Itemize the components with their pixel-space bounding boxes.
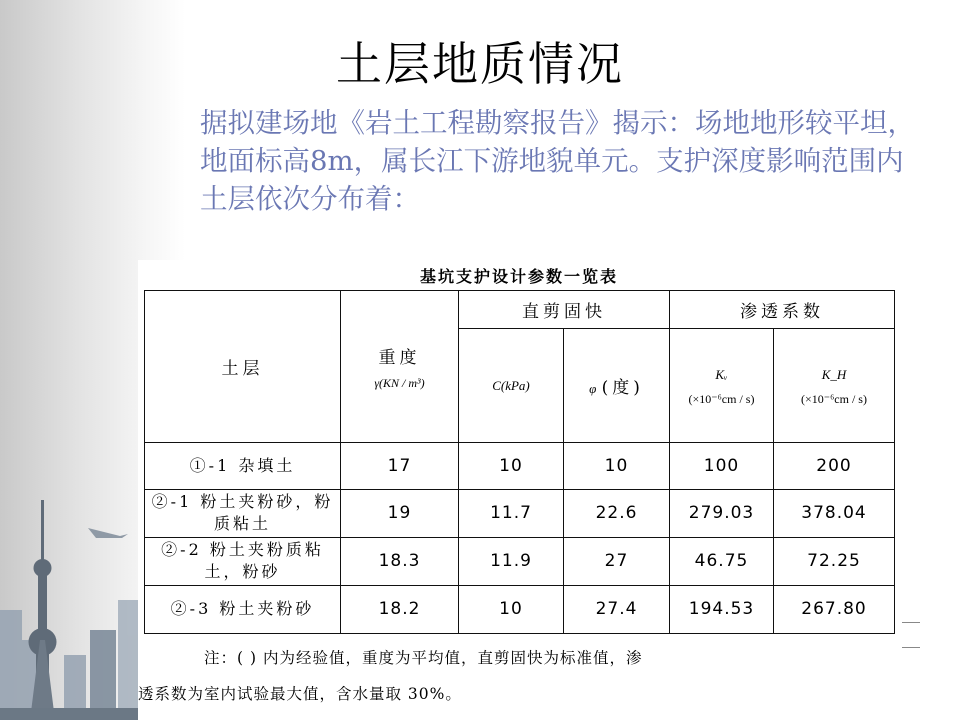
cell-phi: 10	[564, 443, 670, 489]
cell-kv: 46.75	[670, 537, 774, 585]
cell-cohesion: 11.7	[459, 489, 564, 537]
header-cohesion: C(kPa)	[459, 329, 564, 443]
table-row	[145, 489, 895, 537]
page-title: 土层地质情况	[336, 37, 624, 91]
airplane-shape	[88, 528, 128, 538]
cell-phi: 27.4	[564, 585, 670, 633]
cell-cohesion: 11.9	[459, 537, 564, 585]
table-row	[145, 443, 895, 489]
cell-weight: 17	[341, 443, 459, 489]
parameter-table	[144, 290, 895, 634]
header-phi-unit: (度)	[601, 378, 644, 399]
header-weight-label: 重度	[378, 347, 421, 368]
cell-kv: 279.03	[670, 489, 774, 537]
cell-layer: ②-1 粉土夹粉砂，粉质粘土	[145, 489, 341, 537]
header-weight-unit: γ(KN / m³)	[374, 375, 425, 390]
divider	[902, 622, 920, 623]
cell-cohesion: 10	[459, 585, 564, 633]
table-caption: 基坑支护设计参数一览表	[419, 267, 618, 286]
header-kh-symbol: K_H	[821, 367, 847, 383]
table-note	[138, 640, 838, 712]
side-divider-lines	[902, 622, 920, 672]
cell-kv: 100	[670, 443, 774, 489]
cell-kh: 72.25	[774, 537, 895, 585]
header-kv	[670, 329, 774, 443]
cell-kv: 194.53	[670, 585, 774, 633]
cell-layer: ②-3 粉土夹粉砂	[145, 585, 341, 633]
cell-kh: 267.80	[774, 585, 895, 633]
header-kv-unit: (×10⁻⁶cm / s)	[688, 392, 755, 407]
cell-weight: 19	[341, 489, 459, 537]
table-row	[145, 537, 895, 585]
table-row	[145, 585, 895, 633]
table-note-line2: 透系数为室内试验最大值，含水量取 30%。	[138, 685, 462, 703]
table-note-line1: 注：( ) 内为经验值，重度为平均值，直剪固快为标准值，渗	[204, 649, 643, 667]
header-layer: 土层	[145, 291, 341, 443]
table-image-panel	[138, 260, 900, 720]
header-phi-symbol: φ	[589, 381, 597, 397]
cell-kh: 200	[774, 443, 895, 489]
header-shear-group: 直剪固快	[459, 291, 670, 329]
header-kv-symbol: Kᵥ	[715, 367, 728, 383]
header-kh-unit: (×10⁻⁶cm / s)	[801, 392, 867, 407]
header-kh	[774, 329, 895, 443]
header-phi	[564, 329, 670, 443]
table-header-row	[145, 291, 895, 329]
divider	[902, 647, 920, 648]
cell-weight: 18.2	[341, 585, 459, 633]
cell-phi: 27	[564, 537, 670, 585]
header-weight	[341, 291, 459, 443]
cell-weight: 18.3	[341, 537, 459, 585]
cell-kh: 378.04	[774, 489, 895, 537]
header-perm-group: 渗透系数	[670, 291, 895, 329]
cell-layer: ②-2 粉土夹粉质粘土，粉砂	[145, 537, 341, 585]
cell-phi: 22.6	[564, 489, 670, 537]
cell-layer: ①-1 杂填土	[145, 443, 341, 489]
intro-paragraph: 据拟建场地《岩土工程勘察报告》揭示：场地地形较平坦，地面标高8m，属长江下游地貌单元。支护深度影响范围内土层依次分布着：	[200, 107, 915, 215]
cell-cohesion: 10	[459, 443, 564, 489]
